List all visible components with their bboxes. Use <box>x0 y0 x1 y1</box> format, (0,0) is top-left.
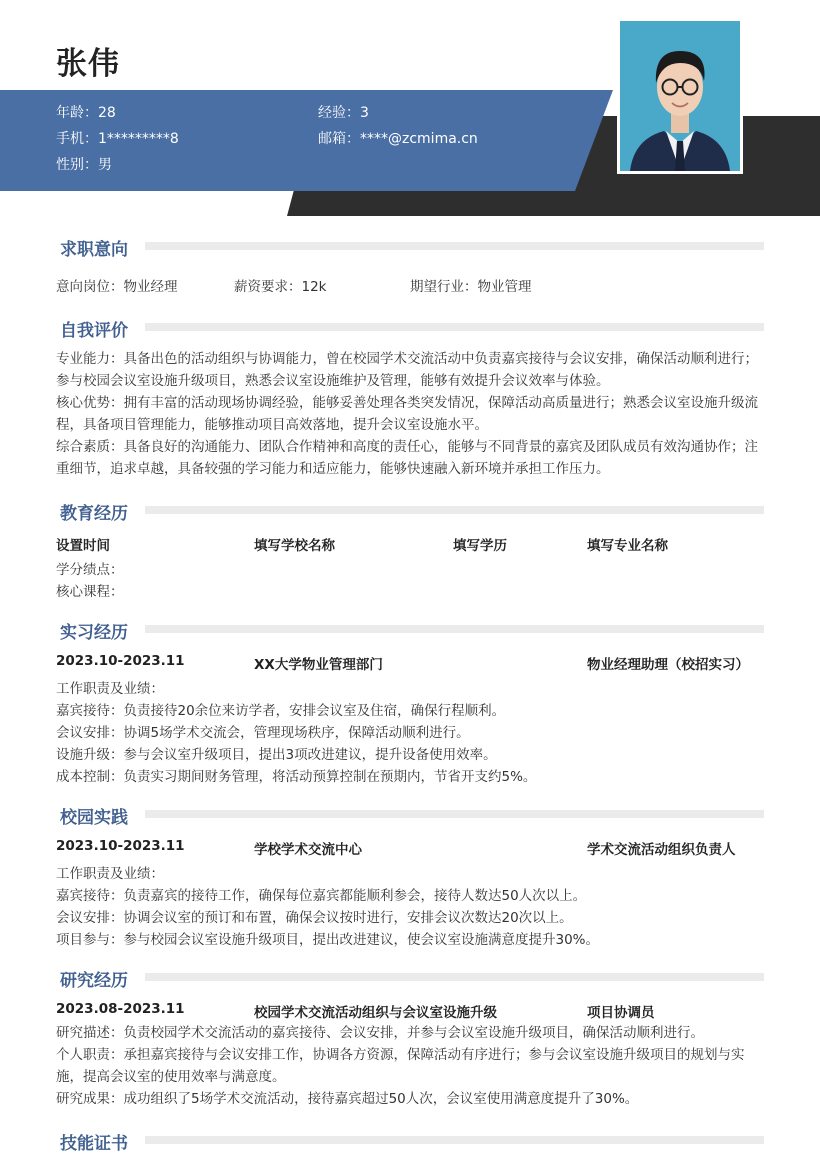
section-title-skills: 技能证书 <box>60 1134 128 1154</box>
phone-info: 手机：1*********8 <box>56 131 179 147</box>
section-title-self: 自我评价 <box>60 321 128 341</box>
section-title-internship: 实习经历 <box>60 623 128 643</box>
experience-info: 经验：3 <box>318 105 369 121</box>
education-time: 设置时间 <box>56 538 110 554</box>
campus-line: 会议安排：协调会议室的预订和布置，确保会议按时进行，安排会议次数达20次以上。 <box>56 910 573 926</box>
education-gpa: 学分绩点： <box>56 562 124 578</box>
campus-date: 2023.10-2023.11 <box>56 838 185 854</box>
section-divider <box>145 973 764 981</box>
internship-role: 物业经理助理（校招实习） <box>587 657 749 673</box>
profile-photo <box>617 18 743 174</box>
education-degree: 填写学历 <box>453 538 507 554</box>
campus-line: 项目参与：参与校园会议室设施升级项目，提出改进建议，使会议室设施满意度提升30%。 <box>56 932 600 948</box>
research-org: 校园学术交流活动组织与会议室设施升级 <box>254 1005 497 1021</box>
research-date: 2023.08-2023.11 <box>56 1001 185 1017</box>
internship-date: 2023.10-2023.11 <box>56 653 185 669</box>
education-courses: 核心课程： <box>56 584 124 600</box>
self-eval-paragraph: 综合素质：具备良好的沟通能力、团队合作精神和高度的责任心，能够与不同背景的嘉宾及团队成员有效沟通协作；注重细节，追求卓越，具备较强的学习能力和适应能力，能够快速融入新环境并承担工作压力。 <box>56 439 758 477</box>
self-eval-paragraph: 专业能力：具备出色的活动组织与协调能力，曾在校园学术交流活动中负责嘉宾接待与会议安排，确保活动顺利进行；参与校园会议室设施升级项目，熟悉会议室设施维护及管理，能够有效提升会议效率与体验。 <box>56 351 758 389</box>
section-divider <box>145 323 764 331</box>
campus-line: 工作职责及业绩： <box>56 866 164 882</box>
education-major: 填写专业名称 <box>587 538 668 554</box>
section-divider <box>145 625 764 633</box>
section-divider <box>145 810 764 818</box>
intent-position: 意向岗位：物业经理 <box>56 279 178 295</box>
education-school: 填写学校名称 <box>254 538 335 554</box>
research-role: 项目协调员 <box>587 1005 655 1021</box>
internship-line: 成本控制：负责实习期间财务管理，将活动预算控制在预期内，节省开支约5%。 <box>56 769 537 785</box>
campus-role: 学术交流活动组织负责人 <box>587 842 736 858</box>
email-info: 邮箱：****@zcmima.cn <box>318 131 478 147</box>
section-title-campus: 校园实践 <box>60 808 128 828</box>
campus-line: 嘉宾接待：负责嘉宾的接待工作，确保每位嘉宾都能顺利参会，接待人数达50人次以上。 <box>56 888 587 904</box>
research-description: 研究描述：负责校园学术交流活动的嘉宾接待、会议安排，并参与会议室设施升级项目，确保活动顺利进行。 <box>56 1025 704 1041</box>
internship-line: 嘉宾接待：负责接待20余位来访学者，安排会议室及住宿，确保行程顺利。 <box>56 703 506 719</box>
section-divider <box>145 1136 764 1144</box>
internship-line: 工作职责及业绩： <box>56 681 164 697</box>
section-title-research: 研究经历 <box>60 971 128 991</box>
gender-info: 性别：男 <box>56 157 112 173</box>
internship-line: 设施升级：参与会议室升级项目，提出3项改进建议，提升设备使用效率。 <box>56 747 497 763</box>
intent-industry: 期望行业：物业管理 <box>410 279 532 295</box>
internship-org: XX大学物业管理部门 <box>254 657 383 673</box>
campus-org: 学校学术交流中心 <box>254 842 362 858</box>
age-info: 年龄：28 <box>56 105 116 121</box>
internship-line: 会议安排：协调5场学术交流会，管理现场秩序，保障活动顺利进行。 <box>56 725 470 741</box>
person-portrait-icon <box>620 21 740 171</box>
self-eval-paragraph: 核心优势：拥有丰富的活动现场协调经验，能够妥善处理各类突发情况，保障活动高质量进行；熟悉会议室设施升级流程，具备项目管理能力，能够推动项目高效落地，提升会议室设施水平。 <box>56 395 758 433</box>
section-title-education: 教育经历 <box>60 504 128 524</box>
section-divider <box>145 506 764 514</box>
section-title-intent: 求职意向 <box>60 240 128 260</box>
research-duty: 个人职责：承担嘉宾接待与会议安排工作，协调各方资源，保障活动有序进行；参与会议室设施升级项目的规划与实施，提高会议室的使用效率与满意度。 <box>56 1047 745 1085</box>
intent-salary: 薪资要求：12k <box>234 279 327 295</box>
section-divider <box>145 242 764 250</box>
candidate-name: 张伟 <box>56 46 120 82</box>
research-result: 研究成果：成功组织了5场学术交流活动，接待嘉宾超过50人次，会议室使用满意度提升了30%。 <box>56 1091 639 1107</box>
